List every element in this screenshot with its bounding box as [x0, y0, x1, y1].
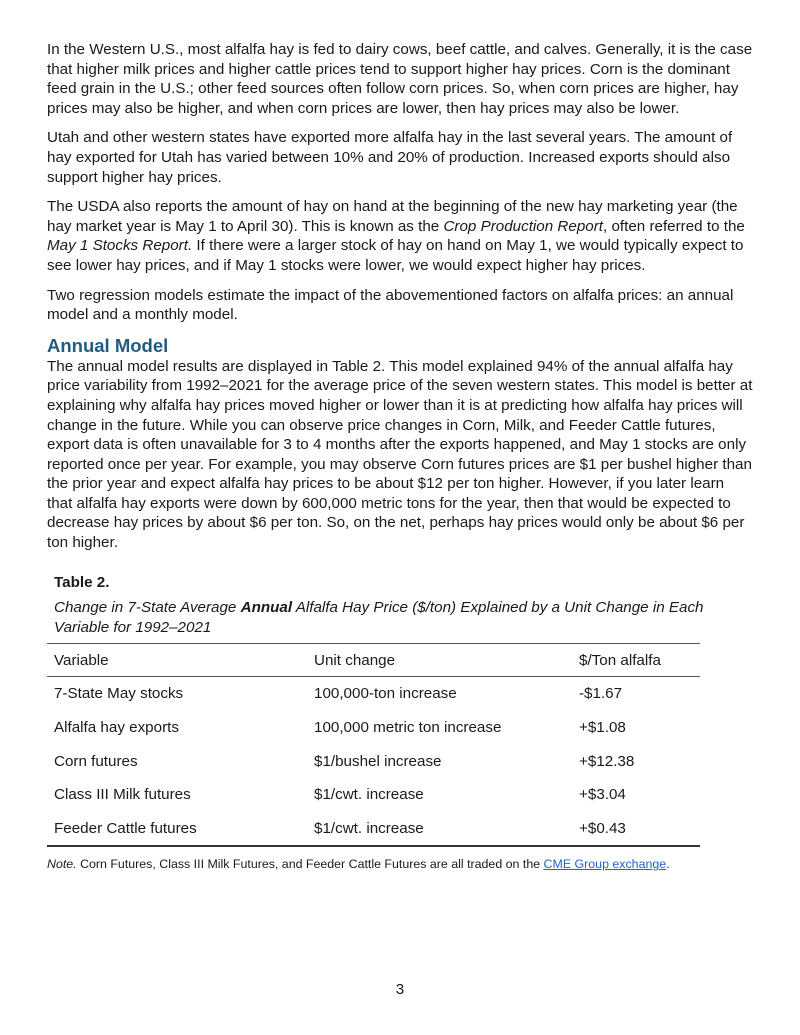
regression-table: [47, 643, 700, 847]
table-caption-c: Alfalfa Hay Price ($/ton) Explained by a Unit Change in Each Variable for 1992–2021: [54, 599, 704, 636]
cell-unit-change: $1/cwt. increase: [314, 786, 424, 804]
table-note: [47, 856, 753, 872]
table-caption-a: Change in 7-State Average: [54, 599, 241, 617]
cell-unit-change: $1/cwt. increase: [314, 819, 424, 837]
table-row: [47, 711, 700, 745]
table-row: [47, 812, 700, 847]
cell-price-effect: +$3.04: [579, 786, 626, 804]
note-text: Corn Futures, Class III Milk Futures, and Feeder Cattle Futures are all traded on the: [76, 857, 544, 872]
paragraph-stocks-text-e: If there were a larger stock of hay on hand on May 1, we would typically expect to see lower hay prices, and if May 1 stocks were lower, we would expect higher hay prices.: [47, 237, 744, 274]
note-label: Note.: [47, 857, 77, 872]
cell-unit-change: 100,000 metric ton increase: [314, 719, 502, 737]
header-unit-change: Unit change: [314, 651, 396, 669]
table-row: [47, 745, 700, 779]
cell-variable: Class III Milk futures: [54, 786, 191, 804]
paragraph-stocks: [47, 197, 753, 275]
paragraph-models: Two regression models estimate the impact of the abovementioned factors on alfalfa prices: an annual model and a monthly model.: [47, 286, 734, 324]
annual-model-section: [47, 335, 753, 553]
crop-production-report-title: Crop Production Report: [443, 217, 604, 235]
cell-variable: Feeder Cattle futures: [54, 819, 197, 837]
table-caption: [54, 598, 704, 637]
cell-variable: Alfalfa hay exports: [54, 719, 179, 737]
cell-variable: Corn futures: [54, 752, 138, 770]
table-label: Table 2.: [54, 573, 110, 591]
table-caption-annual: Annual: [240, 599, 293, 617]
cell-price-effect: -$1.67: [579, 685, 623, 703]
table-row: [47, 677, 700, 711]
header-variable: Variable: [54, 651, 109, 669]
paragraph-exports: Utah and other western states have exported more alfalfa hay in the last several years. The amount of hay exported for Utah has varied between 10% and 20% of production. Increased exports should also support higher hay prices.: [47, 129, 733, 186]
cell-price-effect: +$0.43: [579, 819, 626, 837]
note-end: .: [666, 857, 670, 872]
table-row: [47, 778, 700, 812]
table-header-row: [47, 644, 700, 677]
annual-model-body: The annual model results are displayed in Table 2. This model explained 94% of the annual alfalfa hay price variability from 1992–2021 for the average price of the seven western states. This model is better at explaining why alfalfa hay prices moved higher or lower than it is at predicting how alfalfa hay prices will change in the future. While you can observe price changes in Corn, Milk, and Feeder Cattle futures, export data is often unavailable for 3 to 4 months after the exports happened, and May 1 stocks are only reported once per year. For example, you may observe Corn futures prices are $1 per bushel higher than the prior year and expect alfalfa hay prices to be about $12 per ton higher. However, if you later learn that alfalfa hay exports were down by 600,000 metric tons for the year, then that would be expected to decrease hay prices by about $6 per ton. So, on the net, perhaps hay prices would only be about $6 per ton higher.: [47, 357, 753, 552]
cme-group-link[interactable]: CME Group exchange: [543, 857, 667, 872]
header-price-per-ton: $/Ton alfalfa: [579, 651, 661, 669]
cell-unit-change: $1/bushel increase: [314, 752, 442, 770]
may-stocks-report-title: May 1 Stocks Report.: [47, 237, 193, 255]
cell-price-effect: +$1.08: [579, 719, 626, 737]
paragraph-stocks-text-a: The USDA also reports the amount of hay on hand at the beginning of the new hay marketing year (the hay market year is May 1 to April 30). This is known as the: [47, 198, 738, 235]
paragraph-stocks-text-c: , often referred to the: [603, 217, 745, 235]
document-page: [47, 40, 753, 872]
paragraph-feed-demand: In the Western U.S., most alfalfa hay is fed to dairy cows, beef cattle, and calves. Generally, it is the case that higher milk prices and higher cattle prices tend to support higher hay prices. Corn is the dominant feed grain in the U.S.; other feed sources often follow corn prices. So, when corn prices are higher, hay prices may also be higher, and when corn prices are lower, then hay prices may also be lower.: [47, 41, 753, 117]
cell-unit-change: 100,000-ton increase: [314, 685, 457, 703]
cell-variable: 7-State May stocks: [54, 685, 184, 703]
page-number: 3: [395, 981, 405, 998]
annual-model-heading: Annual Model: [47, 334, 169, 356]
cell-price-effect: +$12.38: [579, 752, 635, 770]
